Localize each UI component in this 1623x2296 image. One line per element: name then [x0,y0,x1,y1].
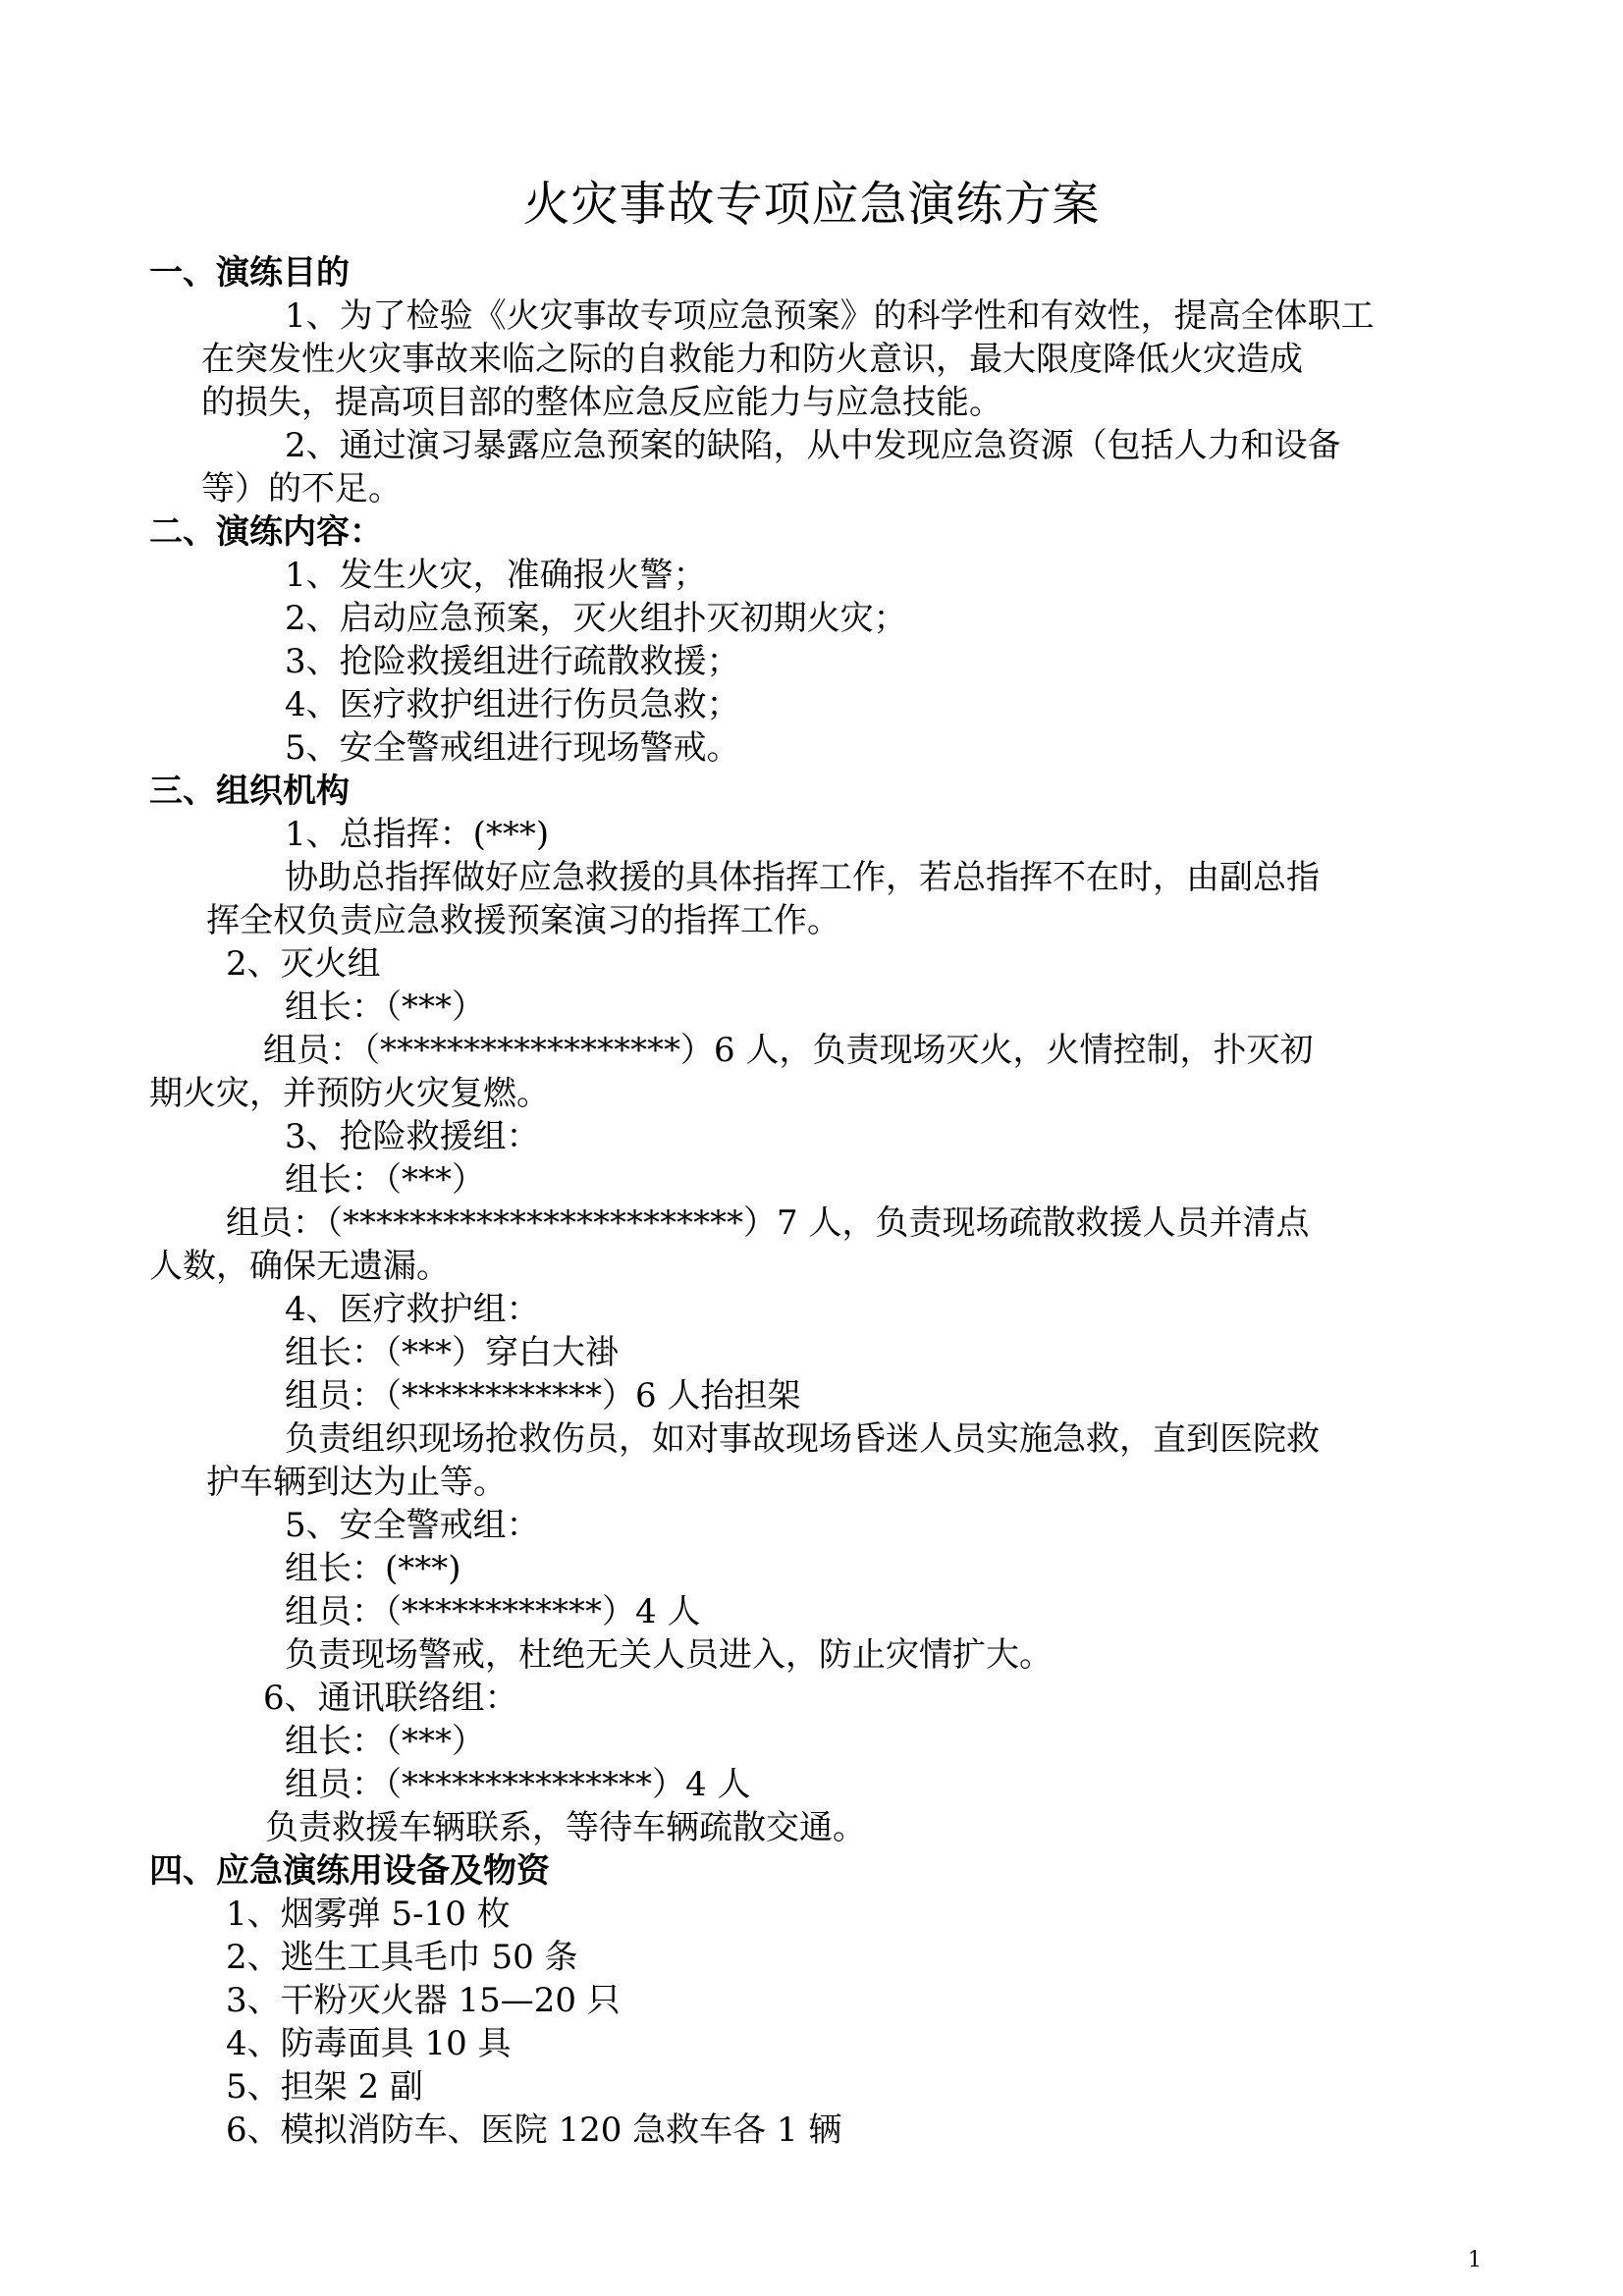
group-leader: 组长：（***） [285,1160,485,1200]
paragraph-line: 负责组织现场抢救伤员，如对事故现场昏迷人员实施急救，直到医院救 [285,1419,1320,1459]
group-leader: 组长：（***） [285,988,485,1027]
list-item: 3、抢险救援组进行疏散救援； [285,642,740,681]
group-members: 组员：（************************）7 人，负责现场疏散救援人员并清点 [226,1203,1310,1243]
org-group-fire: 2、灭火组 [226,944,381,984]
group-leader: 组长：（***）穿白大褂 [285,1333,619,1372]
section-heading-content: 二、演练内容： [149,512,383,552]
paragraph-line: 在突发性火灾事故来临之际的自救能力和防火意识，最大限度降低火灾造成 [201,340,1303,379]
section-heading-purpose: 一、演练目的 [149,253,350,293]
paragraph-line: 协助总指挥做好应急救援的具体指挥工作，若总指挥不在时，由副总指 [285,858,1320,897]
paragraph-line: 人数，确保无遗漏。 [149,1247,450,1286]
org-group-medical: 4、医疗救护组： [285,1290,540,1329]
org-commander: 1、总指挥：(***) [285,815,550,854]
paragraph-line: 挥全权负责应急救援预案演习的指挥工作。 [206,901,840,940]
paragraph-line: 负责现场警戒，杜绝无关人员进入，防止灾情扩大。 [285,1635,1053,1675]
page-number: 1 [1468,2248,1482,2272]
paragraph-line: 2、通过演习暴露应急预案的缺陷，从中发现应急资源（包括人力和设备 [285,426,1341,465]
paragraph-line: 护车辆到达为止等。 [206,1463,507,1502]
org-group-security: 5、安全警戒组： [285,1506,540,1545]
org-group-communication: 6、通讯联络组： [263,1679,518,1718]
list-item: 4、防毒面具 10 具 [226,2024,512,2063]
paragraph-line: 1、为了检验《火灾事故专项应急预案》的科学性和有效性，提高全体职工 [285,296,1375,336]
list-item: 5、安全警戒组进行现场警戒。 [285,728,740,768]
group-members: 组员：（************）4 人 [285,1592,701,1631]
list-item: 2、逃生工具毛巾 50 条 [226,1938,578,1977]
paragraph-line: 等）的不足。 [201,469,402,508]
list-item: 6、模拟消防车、医院 120 急救车各 1 辆 [226,2110,842,2150]
list-item: 1、发生火灾，准确报火警； [285,556,707,595]
paragraph-line: 的损失，提高项目部的整体应急反应能力与应急技能。 [201,383,1002,422]
group-members: 组员：（************）6 人抬担架 [285,1376,801,1415]
org-group-rescue: 3、抢险救援组： [285,1117,540,1156]
group-leader: 组长：（***） [285,1722,485,1761]
section-heading-equipment: 四、应急演练用设备及物资 [149,1851,550,1891]
list-item: 2、启动应急预案，灭火组扑灭初期火灾； [285,599,907,638]
group-members: 组员：（******************）6 人，负责现场灭火，火情控制，扑灭初 [263,1031,1314,1070]
list-item: 5、担架 2 副 [226,2067,423,2107]
section-heading-organization: 三、组织机构 [149,772,350,811]
document-title: 火灾事故专项应急演练方案 [522,177,1101,232]
group-leader: 组长：(***) [285,1549,461,1588]
list-item: 4、医疗救护组进行伤员急救； [285,685,740,724]
paragraph-line: 期火灾，并预防火灾复燃。 [149,1074,550,1113]
paragraph-line: 负责救援车辆联系，等待车辆疏散交通。 [265,1808,866,1847]
group-members: 组员：（***************）4 人 [285,1765,751,1804]
list-item: 3、干粉灭火器 15—20 只 [226,1981,621,2020]
list-item: 1、烟雾弹 5-10 枚 [226,1895,511,1934]
